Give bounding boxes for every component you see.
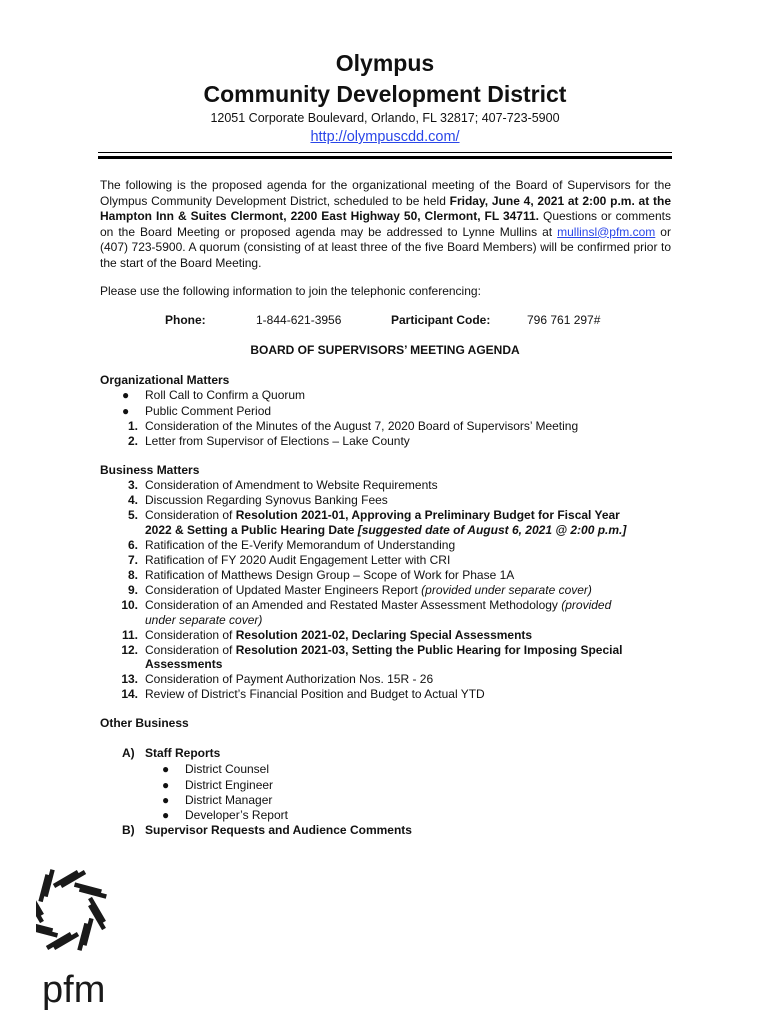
logo-stroke: [74, 875, 101, 902]
telephonic-instructions: Please use the following information to join the telephonic conferencing:: [100, 284, 481, 298]
intro-text-quorum: or (407) 723-5900. A quorum (consisting of at least three of the five Board Members) will be confirmed prior to the start of the Board Meeting.: [100, 224, 671, 270]
intro-text: The following is the proposed agenda for the organizational meeting of the Board of Supervisors for the Olympus Community Development District, scheduled to be held: [100, 178, 671, 208]
website-link[interactable]: http://olympuscdd.com/: [310, 129, 460, 145]
meeting-datetime: Friday, June 4, 2021 at 2:00 p.m. at the Hampton Inn & Suites Clermont, 2200 East Highway 50, Clermont, FL 34711.: [100, 193, 671, 223]
email-link[interactable]: mullinsl@pfm.com: [557, 224, 656, 239]
agenda-page: Olympus Community Development District 12051 Corporate Boulevard, Orlando, FL 32817; 407-723-5900 http://olympuscdd.com/ The following is the proposed agenda for the organizational meeting of the Board of Supervisors for the Olympus Community Development District, scheduled to be held Friday, June 4, 2021 at 2:00 p.m. at the Hampton Inn & Suites Clermont, 2200 East Highway 50, Clermont, FL 34711. Questions or comments on the Board Meeting or proposed agenda may be addressed to Lynne Mullins at mullinsl@pfm.com or (407) 723-5900. A quorum (consisting of at least three of the five Board Members) will be confirmed prior to the start of the Board Meeting. Please use the following information to join the telephonic conferencing: Phone: 1-844-621-3956 Participant Code: 796 761 297# BOARD OF SUPERVISORS’ MEETING AGENDA Organizational Matters ● Roll Call to Confirm a Quorum ● Public Comment Period 1. Consideration of the Minutes of the August 7, 2020 Board of Supervisors’ Meeting 2. Letter from Supervisor of Elections – Lake County Business Matters 3. Consideration of Amendment to Website Requirements 4. Discussion Regarding Synovus Banking Fees 5. Consideration of Resolution 2021-01, Approving a Preliminary Budget for Fiscal Year 2022 & Setting a Public Hearing Date [suggested date of August 6, 2021 @ 2:00 p.m.] 6. Ratification of the E-Verify Memorandum of Understanding 7. Ratification of FY 2020 Audit Engagement Letter with CRI 8. Ratification of Matthews Design Group – Scope of Work for Phase 1A 9. Consideration of Updated Master Engineers Report (provided under separate cover) 10. Consideration of an Amended and Restated Master Assessment Methodology (provided under separate cover) 11. Consideration of Resolution 2021-02, Declaring Special Assessments 12. Consideration of Resolution 2021-03, Setting the Public Hearing for Imposing Special Assessments 13. Consideration of Payment Authorization Nos. 15R - 26 14. Review of District’s Financial Position and Budget to Actual YTD Other Business A) Staff Reports ● District Counsel ● District Engineer ● District Manager ● Developer’s Report B) Supervisor Requests and Audience Comments pfm: [0, 0, 770, 1024]
intro-paragraph: [100, 178, 671, 271]
district-address: 12051 Corporate Boulevard, Orlando, FL 32817; 407-723-5900: [210, 111, 560, 125]
page-title: Community Development District: [203, 81, 567, 107]
section-heading-organizational: Organizational Matters: [100, 373, 230, 387]
section-heading-other: Other Business: [100, 716, 189, 730]
district-name: Olympus: [335, 50, 435, 76]
phone-label: Phone:: [165, 313, 206, 327]
pfm-wordmark: pfm: [42, 969, 106, 1011]
phone-number: 1-844-621-3956: [256, 313, 342, 327]
logo-stroke: [74, 918, 101, 945]
agenda-title: BOARD OF SUPERVISORS’ MEETING AGENDA: [250, 343, 520, 357]
section-heading-business: Business Matters: [100, 463, 200, 477]
participant-code-label: Participant Code:: [391, 313, 491, 327]
pfm-logo: [36, 866, 126, 1016]
intro-text-contact: Questions or comments on the Board Meeting or proposed agenda may be addressed to Lynne Mullins at: [100, 209, 671, 239]
header-divider-thin: [98, 152, 672, 153]
pfm-logo-mark-icon: [36, 866, 126, 1016]
participant-code: 796 761 297#: [527, 313, 601, 327]
header-divider-thick: [98, 156, 672, 159]
